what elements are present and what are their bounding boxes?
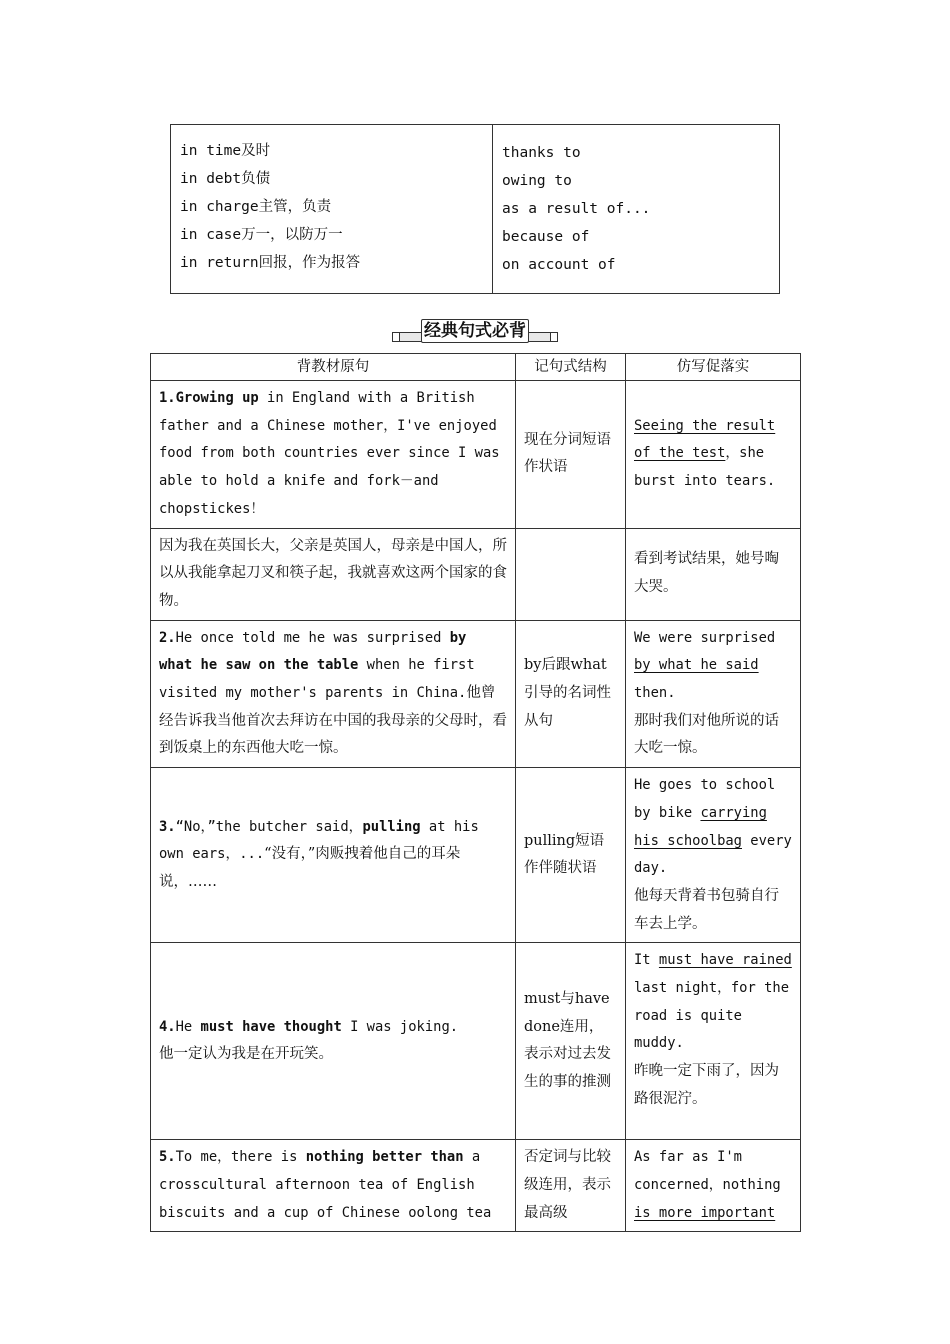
original-sentence-1: 1.Growing up in England with a British father and a Chinese mother，I've enjoyed food from both countries ever since I was able to hold a knife and fork－and chopstickes！ — [151, 381, 516, 529]
translation-1: 因为我在英国长大，父亲是英国人，母亲是中国人，所以从我能拿起刀叉和筷子起，我就喜欢这两个国家的食物。 — [151, 528, 516, 620]
phrase-as-a-result-of: as a result of... — [502, 201, 651, 217]
imitation-4: It must have rained last night，for the road is quite muddy. 昨晚一定下雨了，因为路很泥泞。 — [626, 943, 801, 1140]
structure-4: must与have done连用，表示对过去发生的事的推测 — [516, 943, 626, 1140]
section-title — [392, 318, 558, 344]
phrase-box — [170, 124, 780, 294]
table-row — [151, 620, 801, 768]
phrase-because-of: because of — [502, 229, 590, 245]
structure-1: 现在分词短语作状语 — [516, 381, 626, 529]
imitation-3: He goes to school by bike carrying his schoolbag every day. 他每天背着书包骑自行车去上学。 — [626, 768, 801, 943]
phrase-in-return: in return回报，作为报答 — [180, 255, 361, 271]
table-row — [151, 381, 801, 529]
imitation-1: Seeing the result of the test，she burst into tears. — [626, 381, 801, 529]
structure-2: by后跟what引导的名词性从句 — [516, 620, 626, 768]
header-original: 背教材原句 — [151, 354, 516, 381]
original-sentence-2: 2.He once told me he was surprised by what he saw on the table when he first visited my mother's parents in China.他曾经告诉我当他首次去拜访在中国的我母亲的父母时，看到饭桌上的东西他大吃一惊。 — [151, 620, 516, 768]
table-row — [151, 768, 801, 943]
original-sentence-5: 5.To me，there is nothing better than a crosscultural afternoon tea of English biscuits and a cup of Chinese oolong tea — [151, 1140, 516, 1232]
phrase-in-debt: in debt负债 — [180, 171, 271, 187]
table-row — [151, 943, 801, 1140]
table-row — [151, 528, 801, 620]
phrase-in-case: in case万一，以防万一 — [180, 227, 343, 243]
imitation-2: We were surprised by what he said then. 那时我们对他所说的话大吃一惊。 — [626, 620, 801, 768]
structure-5: 否定词与比较级连用，表示最高级 — [516, 1140, 626, 1232]
structure-1-empty — [516, 528, 626, 620]
table-header-row — [151, 354, 801, 381]
phrase-in-time: in time及时 — [180, 143, 271, 159]
original-sentence-4: 4.He must have thought I was joking. 他一定认为我是在开玩笑。 — [151, 943, 516, 1140]
structure-3: pulling短语作伴随状语 — [516, 768, 626, 943]
section-title-text: 经典句式必背 — [421, 319, 529, 343]
phrase-box-left — [171, 125, 493, 293]
phrase-in-charge: in charge主管，负责 — [180, 199, 332, 215]
imitation-5: As far as I'm concerned，nothing is more important — [626, 1140, 801, 1232]
phrase-thanks-to: thanks to — [502, 145, 581, 161]
phrase-box-right — [493, 125, 779, 293]
phrase-owing-to: owing to — [502, 173, 572, 189]
imitation-1-zh: 看到考试结果，她号啕大哭。 — [626, 528, 801, 620]
table-row — [151, 1140, 801, 1232]
header-imitation: 仿写促落实 — [626, 354, 801, 381]
header-structure: 记句式结构 — [516, 354, 626, 381]
sentence-table — [150, 353, 801, 1232]
original-sentence-3: 3.“No，”the butcher said，pulling at his own ears，...“没有，”肉贩拽着他自己的耳朵说，…… — [151, 768, 516, 943]
phrase-on-account-of: on account of — [502, 257, 616, 273]
